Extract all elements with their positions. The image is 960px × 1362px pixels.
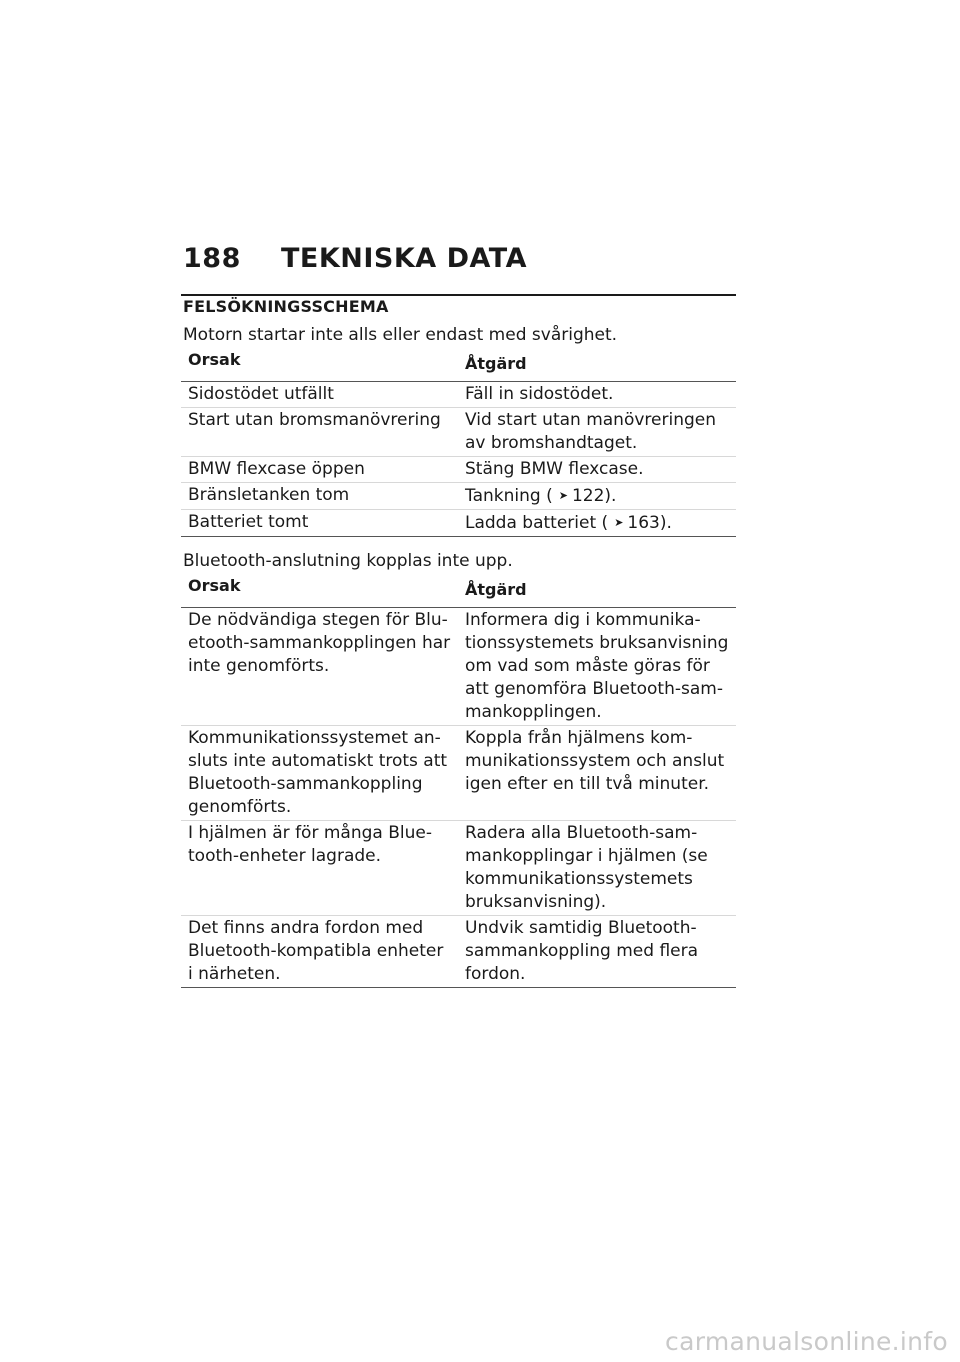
engine-start-intro: Motorn startar inte alls eller endast med svårighet.	[183, 325, 618, 345]
action-cell	[458, 483, 736, 510]
table-row	[181, 608, 736, 726]
page-ref-link[interactable]: ( ➤ 163).	[601, 513, 672, 533]
header-rule	[181, 294, 736, 296]
page-reference-arrow-icon: ➤	[558, 489, 568, 502]
cause-cell: Bränsletanken tom	[181, 483, 458, 510]
page-ref-number: 163).	[627, 513, 672, 533]
section-title: FELSÖKNINGSSCHEMA	[183, 297, 389, 316]
bluetooth-intro: Bluetooth-anslutning kopplas inte upp.	[183, 551, 513, 571]
bluetooth-table	[181, 576, 736, 988]
page-number: 188	[183, 243, 241, 274]
action-cell	[458, 510, 736, 537]
action-cell: Vid start utan manövreringen av bromshandtaget.	[458, 408, 736, 457]
table-row	[181, 510, 736, 537]
table-header-row	[181, 350, 736, 382]
action-text: Ladda batteriet	[465, 513, 597, 533]
column-header-cause: Orsak	[181, 350, 458, 382]
action-cell: Informera dig i kommunika-tionssystemets bruksanvisning om vad som måste göras för att genomföra Bluetooth-sam-mankopplingen.	[458, 608, 736, 726]
cause-cell: Batteriet tomt	[181, 510, 458, 537]
table-row	[181, 382, 736, 408]
engine-start-table	[181, 350, 736, 537]
table-row	[181, 483, 736, 510]
cause-cell: BMW flexcase öppen	[181, 457, 458, 483]
column-header-cause: Orsak	[181, 576, 458, 608]
cause-cell: Sidostödet utfällt	[181, 382, 458, 408]
cause-cell: Det finns andra fordon med Bluetooth-kompatibla enheter i närheten.	[181, 916, 458, 988]
table-header-row	[181, 576, 736, 608]
action-text: Tankning	[465, 486, 541, 506]
column-header-action: Åtgärd	[458, 350, 736, 382]
page-ref-number: 122).	[571, 486, 617, 506]
cause-cell: I hjälmen är för många Blue-tooth-enheter lagrade.	[181, 821, 458, 916]
table-row	[181, 408, 736, 457]
action-cell: Undvik samtidig Bluetooth-sammankoppling med flera fordon.	[458, 916, 736, 988]
page-ref-link[interactable]: ( ➤ 122).	[546, 486, 617, 506]
table-row	[181, 457, 736, 483]
table-row	[181, 821, 736, 916]
chapter-title: TEKNISKA DATA	[281, 243, 528, 274]
watermark: carmanualsonline.info	[665, 1327, 948, 1356]
page-header	[183, 243, 736, 283]
action-cell: Stäng BMW flexcase.	[458, 457, 736, 483]
action-cell: Radera alla Bluetooth-sam-mankopplingar i hjälmen (se kommunikationssystemets bruksanvisning).	[458, 821, 736, 916]
action-cell: Fäll in sidostödet.	[458, 382, 736, 408]
cause-cell: Start utan bromsmanövrering	[181, 408, 458, 457]
cause-cell: Kommunikationssystemet an-sluts inte automatiskt trots att Bluetooth-sammankoppling genomförts.	[181, 726, 458, 821]
cause-cell: De nödvändiga stegen för Blu-etooth-sammankopplingen har inte genomförts.	[181, 608, 458, 726]
table-row	[181, 726, 736, 821]
table-row	[181, 916, 736, 988]
action-cell: Koppla från hjälmens kom-munikationssystem och anslut igen efter en till två minuter.	[458, 726, 736, 821]
column-header-action: Åtgärd	[458, 576, 736, 608]
page-reference-arrow-icon: ➤	[614, 516, 624, 529]
